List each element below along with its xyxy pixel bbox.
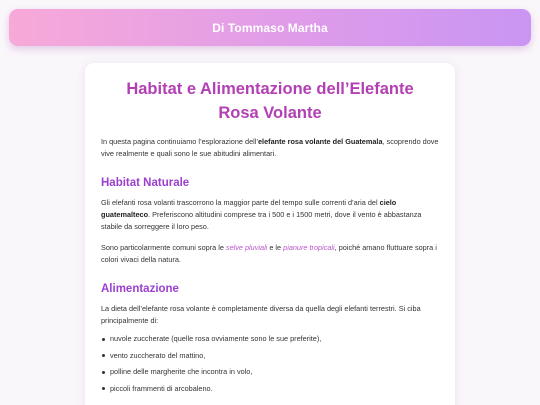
- habitat-bold-text: cielo guatemalteco: [101, 198, 397, 219]
- intro-bold-text: elefante rosa volante del Guatemala: [258, 137, 383, 146]
- habitat-text-end: . Preferiscono altitudini comprese tra i 500 e i 1500 metri, dove il vento è abbastanza stabile da sorreggere il loro peso.: [101, 210, 422, 231]
- intro-text: In questa pagina continuiamo l’esplorazione dell’: [101, 137, 258, 146]
- habitat-p2-text: Sono particolarmente comuni sopra le: [101, 243, 226, 252]
- list-item: nuvole zuccherate (quelle rosa ovviamente sono le sue preferite),: [101, 333, 439, 345]
- list-item: polline delle margherite che incontra in volo,: [101, 366, 439, 378]
- food-heading: Alimentazione: [101, 283, 179, 295]
- site-header: [9, 9, 531, 46]
- habitat-paragraph-2: [101, 242, 439, 266]
- food-paragraph: La dieta dell’elefante rosa volante è completamente diversa da quella degli elefanti terrestri. Si ciba principalmente di:: [101, 304, 421, 325]
- page-title: Habitat e Alimentazione dell’Elefante Rosa Volante: [126, 80, 414, 122]
- article-card: [85, 63, 455, 405]
- list-item: piccoli frammenti di arcobaleno.: [101, 383, 439, 395]
- header-title: Di Tommaso Martha: [212, 20, 328, 35]
- habitat-paragraph-1: [101, 197, 439, 233]
- selve-pluviali-link[interactable]: selve pluviali: [225, 243, 268, 252]
- habitat-text: Gli elefanti rosa volanti trascorrono la maggior parte del tempo sulle correnti d’aria del: [101, 198, 380, 207]
- intro-paragraph: [101, 136, 439, 160]
- list-item: vento zuccherato del mattino,: [101, 350, 439, 362]
- habitat-p2-text-end: , poiché amano fluttuare sopra i colori vivaci della natura.: [101, 243, 437, 264]
- intro-text-end: , scoprendo dove vive realmente e quali sono le sue abitudini alimentari.: [101, 137, 439, 158]
- food-list: [101, 333, 439, 395]
- habitat-heading: Habitat Naturale: [101, 177, 190, 189]
- pianure-tropicali-link[interactable]: pianure tropicali: [283, 243, 335, 252]
- habitat-p2-connector: e le: [267, 243, 284, 252]
